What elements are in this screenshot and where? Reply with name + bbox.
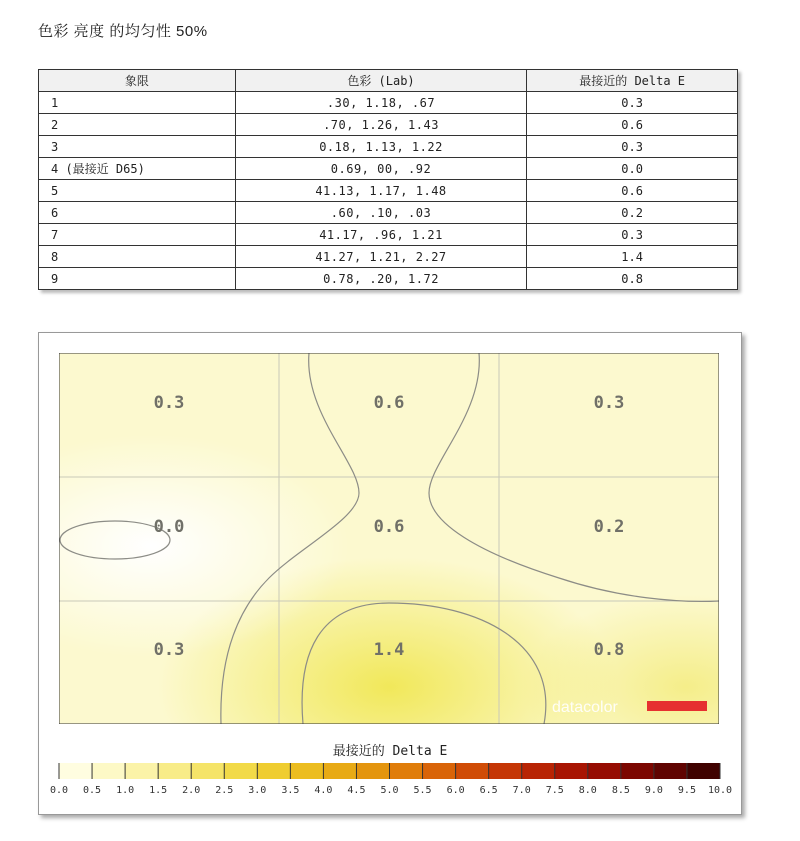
- quadrant-cell: 5: [39, 180, 236, 202]
- table-row: [39, 180, 738, 202]
- legend-swatch: [290, 763, 324, 779]
- legend-tick-label: 3.5: [281, 785, 300, 796]
- legend-tick-label: 9.0: [644, 785, 663, 796]
- legend-swatch: [588, 763, 622, 779]
- legend-tick-label: 7.0: [512, 785, 531, 796]
- legend-tick-label: 7.5: [545, 785, 564, 796]
- delta-e-cell: 0.3: [527, 136, 738, 158]
- quadrant-cell: 2: [39, 114, 236, 136]
- delta-e-cell: 0.6: [527, 180, 738, 202]
- delta-e-cell: 1.4: [527, 246, 738, 268]
- legend-swatch: [654, 763, 688, 779]
- legend-tick-label: 9.5: [677, 785, 696, 796]
- table-row: [39, 158, 738, 180]
- datacolor-logo-bar: [647, 701, 707, 711]
- legend-swatch: [489, 763, 523, 779]
- legend-swatch: [323, 763, 357, 779]
- cell-value: 1.4: [373, 640, 405, 660]
- legend-tick-label: 8.5: [611, 785, 630, 796]
- quadrant-cell: 4 (最接近 D65): [39, 158, 236, 180]
- legend-tick-label: 6.5: [479, 785, 498, 796]
- header-delta-e: 最接近的 Delta E: [527, 70, 738, 92]
- legend-ticks: [59, 763, 720, 779]
- table-row: [39, 202, 738, 224]
- legend-tick-label: 5.5: [413, 785, 432, 796]
- delta-e-cell: 0.8: [527, 268, 738, 290]
- table-row: [39, 246, 738, 268]
- table-row: [39, 224, 738, 246]
- legend-tick-label: 8.0: [578, 785, 597, 796]
- legend-tick-label: 1.5: [149, 785, 168, 796]
- legend-swatch: [621, 763, 655, 779]
- quadrant-cell: 3: [39, 136, 236, 158]
- datacolor-logo: datacolor: [552, 699, 618, 716]
- cell-value: 0.6: [373, 517, 405, 537]
- legend-swatch: [224, 763, 258, 779]
- quadrant-cell: 7: [39, 224, 236, 246]
- table-row: [39, 114, 738, 136]
- legend-swatch: [423, 763, 457, 779]
- cell-value: 0.2: [593, 517, 625, 537]
- legend-swatch: [125, 763, 159, 779]
- legend-swatch: [390, 763, 424, 779]
- cell-value: 0.8: [593, 640, 625, 660]
- quadrant-cell: 1: [39, 92, 236, 114]
- legend-swatch: [158, 763, 192, 779]
- quadrant-cell: 6: [39, 202, 236, 224]
- legend-tick-label: 1.0: [116, 785, 135, 796]
- legend-title: 最接近的 Delta E: [332, 744, 448, 759]
- lab-cell: 41.17, .96, 1.21: [235, 224, 527, 246]
- legend-tick-label: 6.0: [446, 785, 465, 796]
- legend-tick-label: 2.0: [182, 785, 201, 796]
- page-title: 色彩 亮度 的均匀性 50%: [38, 23, 208, 40]
- uniformity-panel: [38, 332, 742, 815]
- header-quadrant: 象限: [39, 70, 236, 92]
- table-row: [39, 268, 738, 290]
- lab-cell: .70, 1.26, 1.43: [235, 114, 527, 136]
- legend-scale: [39, 759, 741, 809]
- quadrant-cell: 8: [39, 246, 236, 268]
- legend-swatch: [555, 763, 589, 779]
- table-row: [39, 92, 738, 114]
- cell-value: 0.3: [593, 393, 625, 413]
- lab-cell: 41.27, 1.21, 2.27: [235, 246, 527, 268]
- lab-cell: 0.78, .20, 1.72: [235, 268, 527, 290]
- legend-swatch: [191, 763, 225, 779]
- header-lab: 色彩 (Lab): [235, 70, 527, 92]
- legend-tick-label: 10.0: [707, 785, 733, 796]
- legend-swatch: [687, 763, 721, 779]
- legend-swatch: [456, 763, 490, 779]
- legend-tick-label: 0.5: [83, 785, 102, 796]
- legend-labels: [50, 785, 732, 796]
- legend-swatch: [257, 763, 291, 779]
- legend-tick-label: 4.0: [314, 785, 333, 796]
- legend-tick-label: 3.0: [248, 785, 267, 796]
- delta-e-cell: 0.0: [527, 158, 738, 180]
- lab-table: [38, 69, 738, 290]
- legend-swatch: [92, 763, 126, 779]
- legend-tick-label: 0.0: [49, 785, 69, 796]
- cell-value: 0.3: [153, 640, 185, 660]
- lab-cell: 0.69, 00, .92: [235, 158, 527, 180]
- delta-e-cell: 0.3: [527, 224, 738, 246]
- table-header-row: [39, 70, 738, 92]
- legend-swatch: [59, 763, 93, 779]
- uniformity-heatmap: [59, 353, 719, 724]
- legend-swatch: [356, 763, 390, 779]
- legend-tick-label: 5.0: [380, 785, 399, 796]
- cell-value: 0.0: [153, 517, 185, 537]
- lab-cell: .60, .10, .03: [235, 202, 527, 224]
- cell-value: 0.3: [153, 393, 185, 413]
- quadrant-cell: 9: [39, 268, 236, 290]
- table-row: [39, 136, 738, 158]
- delta-e-cell: 0.3: [527, 92, 738, 114]
- delta-e-cell: 0.6: [527, 114, 738, 136]
- legend-tick-label: 4.5: [347, 785, 366, 796]
- cell-value: 0.6: [373, 393, 405, 413]
- legend-swatch: [522, 763, 556, 779]
- delta-e-cell: 0.2: [527, 202, 738, 224]
- lab-cell: 0.18, 1.13, 1.22: [235, 136, 527, 158]
- lab-cell: .30, 1.18, .67: [235, 92, 527, 114]
- lab-cell: 41.13, 1.17, 1.48: [235, 180, 527, 202]
- legend-tick-label: 2.5: [215, 785, 234, 796]
